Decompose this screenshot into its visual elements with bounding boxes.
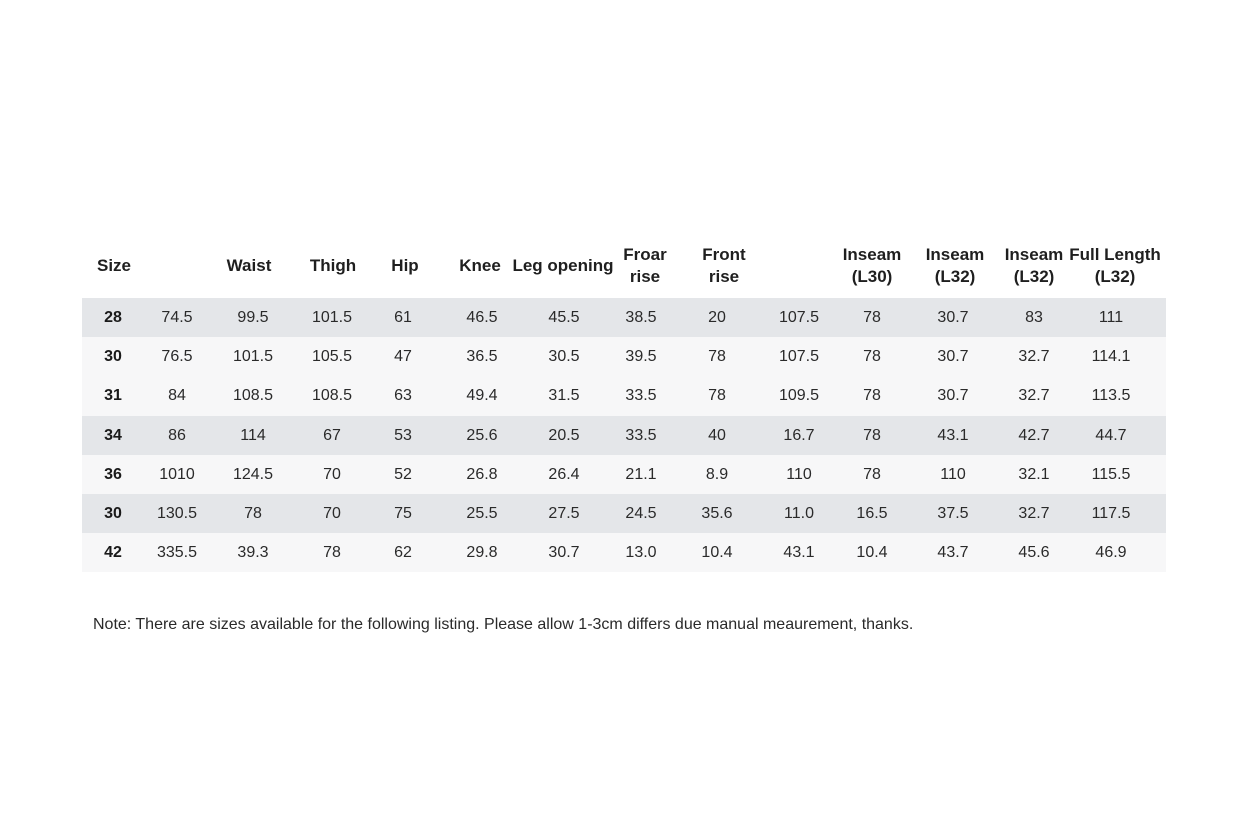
measurement-cell: 24.5 — [625, 504, 657, 522]
measurement-cell: 43.1 — [783, 544, 815, 562]
measurement-cell: 83 — [1025, 309, 1043, 326]
measurement-cell: 70 — [323, 465, 341, 483]
table-row — [82, 337, 1166, 376]
measurement-cell: 84 — [168, 387, 186, 405]
table-body — [82, 298, 1166, 572]
column-header: Full Length (L32) — [1069, 245, 1161, 286]
measurement-cell: 26.8 — [466, 465, 498, 483]
measurement-cell: 8.9 — [705, 465, 729, 483]
column-header: Inseam (L32) — [1004, 245, 1064, 286]
measurement-cell: 114.1 — [1091, 348, 1131, 366]
measurement-cell: 30.7 — [937, 309, 969, 326]
measurement-cell: 78 — [863, 426, 881, 444]
measurement-cell: 105.5 — [311, 348, 353, 366]
measurement-cell: 130.5 — [156, 504, 198, 522]
measurement-cell: 16.7 — [783, 426, 815, 444]
measurement-cell: 45.5 — [548, 309, 580, 326]
column-header: Inseam (L32) — [925, 245, 985, 286]
table-row — [82, 494, 1166, 533]
column-header: Thigh — [309, 256, 357, 275]
measurement-cell: 33.5 — [625, 387, 657, 405]
size-cell: 36 — [104, 465, 122, 483]
measurement-cell: 111 — [1098, 309, 1124, 326]
column-header: Front rise — [702, 245, 746, 286]
measurement-cell: 78 — [863, 387, 881, 405]
measurement-cell: 78 — [863, 465, 881, 483]
column-header: Hip — [391, 256, 419, 275]
measurement-cell: 110 — [786, 465, 812, 483]
measurement-cell: 10.4 — [856, 544, 888, 562]
measurement-cell: 117.5 — [1091, 504, 1131, 522]
size-cell: 34 — [104, 426, 122, 444]
measurement-cell: 52 — [394, 465, 412, 483]
table-row — [82, 533, 1166, 572]
measurement-cell: 29.8 — [466, 544, 498, 562]
measurement-cell: 36.5 — [466, 348, 498, 366]
measurement-cell: 21.1 — [625, 465, 657, 483]
measurement-cell: 44.7 — [1095, 426, 1127, 444]
measurement-cell: 30.5 — [548, 348, 580, 366]
measurement-cell: 20 — [708, 309, 726, 326]
measurement-cell: 108.5 — [232, 387, 274, 405]
measurement-cell: 114 — [240, 426, 266, 444]
measurement-cell: 30.7 — [548, 544, 580, 562]
measurement-cell: 67 — [323, 426, 341, 444]
measurement-cell: 75 — [394, 504, 412, 522]
measurement-cell: 10.4 — [701, 544, 733, 562]
size-cell: 28 — [104, 309, 122, 326]
measurement-cell: 76.5 — [161, 348, 193, 366]
measurement-cell: 31.5 — [548, 387, 580, 405]
measurement-cell: 30.7 — [937, 387, 969, 405]
measurement-cell: 115.5 — [1091, 465, 1131, 483]
size-cell: 30 — [104, 348, 122, 366]
measurement-cell: 32.1 — [1018, 465, 1050, 483]
measurement-cell: 43.7 — [937, 544, 969, 562]
column-header: Froar rise — [623, 245, 667, 286]
measurement-cell: 40 — [708, 426, 726, 444]
measurement-cell: 78 — [244, 504, 262, 522]
measurement-cell: 32.7 — [1018, 504, 1050, 522]
measurement-cell: 107.5 — [778, 348, 820, 366]
measurement-cell: 47 — [394, 348, 412, 366]
measurement-cell: 61 — [394, 309, 412, 326]
size-cell: 30 — [104, 504, 122, 522]
measurement-cell: 46.5 — [466, 309, 498, 326]
measurement-cell: 335.5 — [156, 544, 198, 562]
measurement-cell: 49.4 — [466, 387, 498, 405]
measurement-cell: 108.5 — [311, 387, 353, 405]
column-header: Size — [97, 256, 132, 275]
measurement-cell: 78 — [708, 387, 726, 405]
measurement-cell: 30.7 — [937, 348, 969, 366]
measurement-cell: 25.6 — [466, 426, 498, 444]
measurement-cell: 20.5 — [548, 426, 580, 444]
measurement-cell: 63 — [394, 387, 412, 405]
column-header: Leg opening — [512, 256, 614, 275]
measurement-cell: 39.3 — [237, 544, 269, 562]
measurement-cell: 74.5 — [161, 309, 193, 326]
table-row — [82, 376, 1166, 415]
measurement-cell: 101.5 — [311, 309, 353, 326]
size-cell: 31 — [104, 387, 122, 405]
column-header: Knee — [459, 256, 501, 275]
column-header: Inseam (L30) — [842, 245, 902, 286]
measurement-cell: 11.0 — [784, 504, 814, 522]
measurement-cell: 78 — [863, 309, 881, 326]
measurement-cell: 35.6 — [701, 504, 733, 522]
measurement-cell: 16.5 — [856, 504, 888, 522]
measurement-cell: 86 — [168, 426, 186, 444]
measurement-cell: 107.5 — [778, 309, 820, 326]
measurement-cell: 43.1 — [937, 426, 969, 444]
measurement-cell: 13.0 — [625, 544, 657, 562]
measurement-cell: 39.5 — [625, 348, 657, 366]
measurement-cell: 113.5 — [1091, 387, 1131, 405]
measurement-cell: 78 — [708, 348, 726, 366]
measurement-cell: 27.5 — [548, 504, 580, 522]
measurement-cell: 32.7 — [1018, 387, 1050, 405]
table-row — [82, 416, 1166, 455]
measurement-cell: 124.5 — [232, 465, 274, 483]
measurement-cell: 33.5 — [625, 426, 657, 444]
measurement-cell: 53 — [394, 426, 412, 444]
size-cell: 42 — [104, 544, 122, 562]
measurement-cell: 78 — [863, 348, 881, 366]
note-text: Note: There are sizes available for the following listing. Please allow 1-3cm differs due manual meaurement, thanks. — [93, 616, 914, 633]
measurement-cell: 32.7 — [1018, 348, 1050, 366]
measurement-cell: 45.6 — [1018, 544, 1050, 562]
measurement-cell: 70 — [323, 504, 341, 522]
measurement-cell: 62 — [394, 544, 412, 562]
measurement-cell: 25.5 — [466, 504, 498, 522]
table-row — [82, 298, 1166, 337]
table-row — [82, 455, 1166, 494]
measurement-cell: 99.5 — [237, 309, 269, 326]
measurement-cell: 42.7 — [1018, 426, 1050, 444]
measurement-cell: 110 — [940, 465, 966, 483]
measurement-cell: 37.5 — [937, 504, 969, 522]
measurement-cell: 38.5 — [625, 309, 657, 326]
measurement-cell: 1010 — [159, 465, 195, 483]
measurement-cell: 101.5 — [232, 348, 274, 366]
measurement-cell: 26.4 — [548, 465, 580, 483]
column-header: Waist — [226, 256, 272, 275]
measurement-cell: 109.5 — [778, 387, 820, 405]
measurement-cell: 78 — [323, 544, 341, 562]
measurement-cell: 46.9 — [1095, 544, 1127, 562]
